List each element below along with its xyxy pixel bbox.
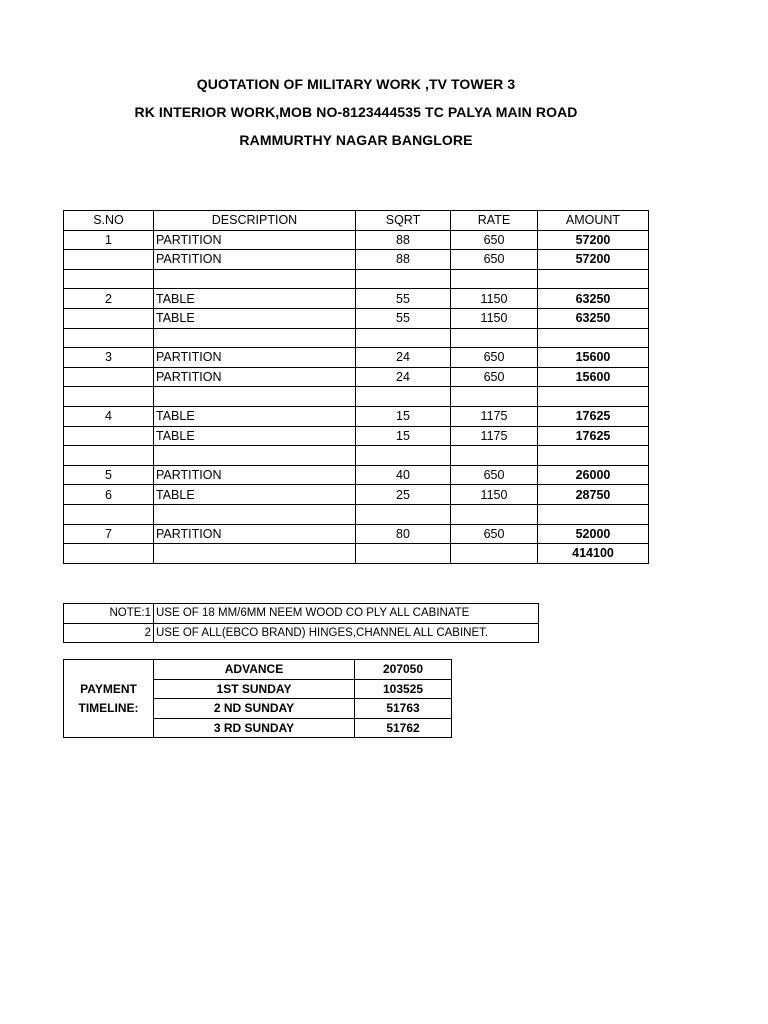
sqrt-cell: 24	[356, 348, 451, 368]
description-cell	[154, 446, 356, 466]
payment-amount: 51763	[355, 699, 452, 719]
sqrt-cell: 15	[356, 406, 451, 426]
description-cell: TABLE	[154, 289, 356, 309]
title-line-2: RK INTERIOR WORK,MOB NO-8123444535 TC PALYA MAIN ROAD	[134, 104, 578, 120]
description-cell: PARTITION	[154, 465, 356, 485]
table-row	[64, 544, 649, 564]
table-header-row	[64, 211, 649, 231]
rate-cell: 1150	[451, 289, 538, 309]
table-row	[64, 426, 649, 446]
description-cell	[154, 504, 356, 524]
payment-stage: ADVANCE	[154, 660, 355, 680]
column-header: RATE	[451, 211, 538, 231]
description-cell: PARTITION	[154, 524, 356, 544]
rate-cell: 650	[451, 250, 538, 270]
rate-cell: 1150	[451, 308, 538, 328]
note-row	[64, 623, 539, 643]
table-row	[64, 269, 649, 289]
rate-cell: 650	[451, 348, 538, 368]
table-row	[64, 524, 649, 544]
serial-number-cell	[64, 504, 154, 524]
payment-timeline-table	[63, 659, 452, 738]
note-label: 2	[64, 623, 154, 643]
table-row	[64, 348, 649, 368]
column-header: DESCRIPTION	[154, 211, 356, 231]
payment-stage: 2 ND SUNDAY	[154, 699, 355, 719]
description-cell: PARTITION	[154, 250, 356, 270]
payment-stage: 1ST SUNDAY	[154, 679, 355, 699]
amount-cell: 15600	[538, 348, 649, 368]
sqrt-cell: 40	[356, 465, 451, 485]
table-row	[64, 465, 649, 485]
amount-cell: 57200	[538, 230, 649, 250]
rate-cell: 650	[451, 367, 538, 387]
serial-number-cell	[64, 367, 154, 387]
table-row	[64, 485, 649, 505]
description-cell	[154, 387, 356, 407]
notes-table	[63, 603, 539, 643]
sqrt-cell	[356, 387, 451, 407]
amount-cell: 52000	[538, 524, 649, 544]
rate-cell	[451, 504, 538, 524]
note-label: NOTE:1	[64, 604, 154, 624]
amount-cell	[538, 269, 649, 289]
amount-cell: 57200	[538, 250, 649, 270]
rate-cell	[451, 446, 538, 466]
note-text: USE OF 18 MM/6MM NEEM WOOD CO PLY ALL CABINATE	[154, 604, 539, 624]
sqrt-cell	[356, 269, 451, 289]
serial-number-cell: 4	[64, 406, 154, 426]
serial-number-cell: 3	[64, 348, 154, 368]
amount-cell	[538, 504, 649, 524]
payment-timeline-label: PAYMENT TIMELINE:	[64, 660, 154, 738]
amount-cell: 63250	[538, 308, 649, 328]
rate-cell: 650	[451, 465, 538, 485]
amount-cell: 63250	[538, 289, 649, 309]
serial-number-cell	[64, 250, 154, 270]
description-cell	[154, 328, 356, 348]
table-row	[64, 504, 649, 524]
table-row	[64, 406, 649, 426]
description-cell: TABLE	[154, 308, 356, 328]
sqrt-cell: 55	[356, 308, 451, 328]
sqrt-cell: 25	[356, 485, 451, 505]
sqrt-cell: 55	[356, 289, 451, 309]
table-row	[64, 387, 649, 407]
rate-cell	[451, 269, 538, 289]
serial-number-cell: 1	[64, 230, 154, 250]
note-text: USE OF ALL(EBCO BRAND) HINGES,CHANNEL ALL CABINET.	[154, 623, 539, 643]
column-header: AMOUNT	[538, 211, 649, 231]
table-row	[64, 446, 649, 466]
amount-cell	[538, 446, 649, 466]
serial-number-cell	[64, 269, 154, 289]
payment-amount: 51762	[355, 718, 452, 738]
payment-amount: 103525	[355, 679, 452, 699]
payment-stage: 3 RD SUNDAY	[154, 718, 355, 738]
table-row	[64, 289, 649, 309]
rate-cell	[451, 544, 538, 564]
amount-cell: 414100	[538, 544, 649, 564]
rate-cell: 650	[451, 230, 538, 250]
sqrt-cell: 24	[356, 367, 451, 387]
amount-cell: 26000	[538, 465, 649, 485]
sqrt-cell: 80	[356, 524, 451, 544]
rate-cell: 1175	[451, 406, 538, 426]
description-cell: TABLE	[154, 485, 356, 505]
description-cell: PARTITION	[154, 230, 356, 250]
amount-cell: 15600	[538, 367, 649, 387]
serial-number-cell: 6	[64, 485, 154, 505]
description-cell: TABLE	[154, 406, 356, 426]
serial-number-cell	[64, 544, 154, 564]
description-cell	[154, 544, 356, 564]
column-header: SQRT	[356, 211, 451, 231]
rate-cell: 650	[451, 524, 538, 544]
sqrt-cell: 88	[356, 230, 451, 250]
title-line-1: QUOTATION OF MILITARY WORK ,TV TOWER 3	[196, 76, 516, 92]
note-row	[64, 604, 539, 624]
sqrt-cell	[356, 328, 451, 348]
serial-number-cell	[64, 387, 154, 407]
table-row	[64, 250, 649, 270]
description-cell: PARTITION	[154, 348, 356, 368]
table-row	[64, 328, 649, 348]
rate-cell	[451, 328, 538, 348]
serial-number-cell	[64, 446, 154, 466]
serial-number-cell: 7	[64, 524, 154, 544]
serial-number-cell	[64, 426, 154, 446]
table-row	[64, 230, 649, 250]
title-line-3: RAMMURTHY NAGAR BANGLORE	[239, 132, 473, 148]
description-cell	[154, 269, 356, 289]
table-row	[64, 367, 649, 387]
sqrt-cell: 88	[356, 250, 451, 270]
sqrt-cell	[356, 504, 451, 524]
quotation-table	[63, 210, 649, 564]
amount-cell	[538, 387, 649, 407]
amount-cell	[538, 328, 649, 348]
rate-cell: 1175	[451, 426, 538, 446]
amount-cell: 28750	[538, 485, 649, 505]
rate-cell: 1150	[451, 485, 538, 505]
payment-amount: 207050	[355, 660, 452, 680]
sqrt-cell	[356, 446, 451, 466]
description-cell: TABLE	[154, 426, 356, 446]
rate-cell	[451, 387, 538, 407]
sqrt-cell	[356, 544, 451, 564]
sqrt-cell: 15	[356, 426, 451, 446]
description-cell: PARTITION	[154, 367, 356, 387]
table-row	[64, 308, 649, 328]
serial-number-cell: 2	[64, 289, 154, 309]
column-header: S.NO	[64, 211, 154, 231]
serial-number-cell	[64, 328, 154, 348]
payment-row	[64, 660, 452, 680]
amount-cell: 17625	[538, 426, 649, 446]
serial-number-cell	[64, 308, 154, 328]
serial-number-cell: 5	[64, 465, 154, 485]
amount-cell: 17625	[538, 406, 649, 426]
